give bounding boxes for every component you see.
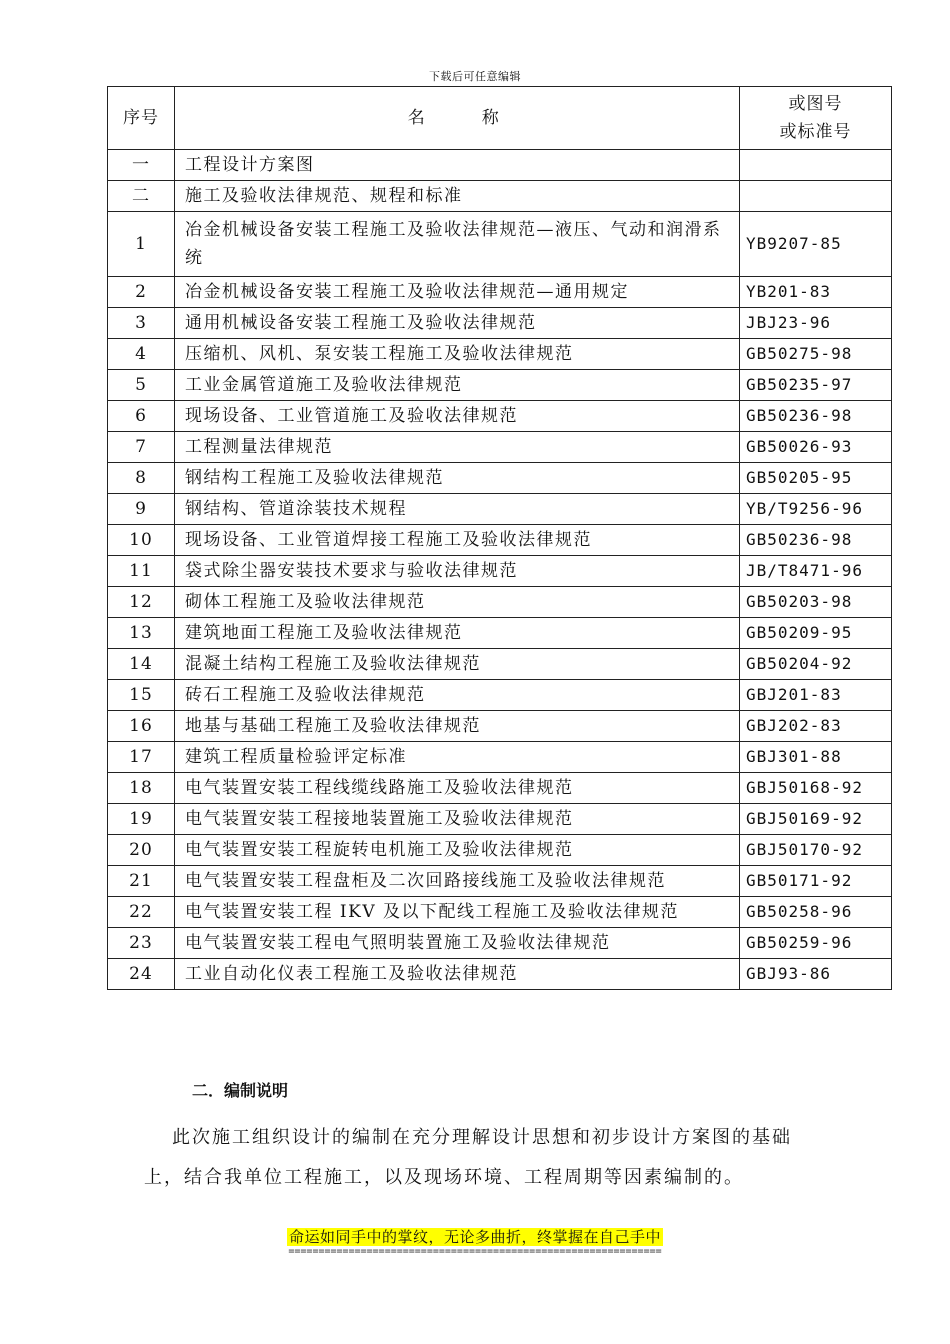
row-name: 冶金机械设备安装工程施工及验收法律规范—液压、气动和润滑系统 xyxy=(175,212,740,277)
table-row xyxy=(108,866,892,897)
row-code: GB50258-96 xyxy=(740,897,892,928)
row-name: 冶金机械设备安装工程施工及验收法律规范—通用规定 xyxy=(175,277,740,308)
row-name: 工业自动化仪表工程施工及验收法律规范 xyxy=(175,959,740,990)
row-name: 钢结构工程施工及验收法律规范 xyxy=(175,463,740,494)
row-serial-number: 12 xyxy=(108,587,175,618)
table-row xyxy=(108,150,892,181)
table-row xyxy=(108,277,892,308)
row-code xyxy=(740,150,892,181)
table-row xyxy=(108,181,892,212)
table-row xyxy=(108,525,892,556)
row-serial-number: 8 xyxy=(108,463,175,494)
row-name: 工程设计方案图 xyxy=(175,150,740,181)
row-serial-number: 3 xyxy=(108,308,175,339)
row-code: YB9207-85 xyxy=(740,212,892,277)
row-serial-number: 17 xyxy=(108,742,175,773)
header-code-line1: 或图号 xyxy=(788,94,843,114)
table-row xyxy=(108,212,892,277)
row-name: 压缩机、风机、泵安装工程施工及验收法律规范 xyxy=(175,339,740,370)
table-row xyxy=(108,432,892,463)
row-serial-number: 18 xyxy=(108,773,175,804)
table-row xyxy=(108,959,892,990)
row-serial-number: 23 xyxy=(108,928,175,959)
row-serial-number: 2 xyxy=(108,277,175,308)
row-code: GB50204-92 xyxy=(740,649,892,680)
row-code: GBJ301-88 xyxy=(740,742,892,773)
row-serial-number: 20 xyxy=(108,835,175,866)
row-name: 电气装置安装工程接地装置施工及验收法律规范 xyxy=(175,804,740,835)
row-code: YB201-83 xyxy=(740,277,892,308)
row-code: GB50205-95 xyxy=(740,463,892,494)
row-serial-number: 4 xyxy=(108,339,175,370)
row-serial-number: 16 xyxy=(108,711,175,742)
table-row xyxy=(108,742,892,773)
header-serial-number: 序号 xyxy=(108,87,175,150)
row-code: GB50026-93 xyxy=(740,432,892,463)
row-name: 袋式除尘器安装技术要求与验收法律规范 xyxy=(175,556,740,587)
row-name: 砌体工程施工及验收法律规范 xyxy=(175,587,740,618)
table-header-row xyxy=(108,87,892,150)
table-row xyxy=(108,339,892,370)
table-row xyxy=(108,928,892,959)
table-row xyxy=(108,370,892,401)
row-code xyxy=(740,181,892,212)
row-serial-number: 24 xyxy=(108,959,175,990)
row-code: GBJ50170-92 xyxy=(740,835,892,866)
header-name: 名 称 xyxy=(175,87,740,150)
table-row xyxy=(108,308,892,339)
row-code: GBJ202-83 xyxy=(740,711,892,742)
header-note: 下载后可任意编辑 xyxy=(429,70,521,83)
row-serial-number: 10 xyxy=(108,525,175,556)
row-name: 电气装置安装工程电气照明装置施工及验收法律规范 xyxy=(175,928,740,959)
row-name: 建筑地面工程施工及验收法律规范 xyxy=(175,618,740,649)
header-code xyxy=(740,87,892,150)
row-code: YB/T9256-96 xyxy=(740,494,892,525)
row-serial-number: 6 xyxy=(108,401,175,432)
table-row xyxy=(108,494,892,525)
row-serial-number: 7 xyxy=(108,432,175,463)
row-serial-number: 1 xyxy=(108,212,175,277)
row-name: 现场设备、工业管道施工及验收法律规范 xyxy=(175,401,740,432)
row-code: GB50209-95 xyxy=(740,618,892,649)
table-row xyxy=(108,897,892,928)
row-serial-number: 15 xyxy=(108,680,175,711)
row-code: JBJ23-96 xyxy=(740,308,892,339)
row-serial-number: 9 xyxy=(108,494,175,525)
row-name: 混凝土结构工程施工及验收法律规范 xyxy=(175,649,740,680)
row-name: 钢结构、管道涂装技术规程 xyxy=(175,494,740,525)
row-code: GBJ50169-92 xyxy=(740,804,892,835)
row-code: GB50171-92 xyxy=(740,866,892,897)
row-serial-number: 19 xyxy=(108,804,175,835)
row-code: GBJ93-86 xyxy=(740,959,892,990)
row-code: GB50236-98 xyxy=(740,401,892,432)
table-row xyxy=(108,587,892,618)
row-name: 电气装置安装工程盘柜及二次回路接线施工及验收法律规范 xyxy=(175,866,740,897)
table-row xyxy=(108,835,892,866)
row-name: 建筑工程质量检验评定标准 xyxy=(175,742,740,773)
table-row xyxy=(108,649,892,680)
section-title: 二．编制说明 xyxy=(192,1081,289,1100)
standards-table-body xyxy=(108,87,892,990)
row-name: 电气装置安装工程 IKV 及以下配线工程施工及验收法律规范 xyxy=(175,897,740,928)
row-code: GB50203-98 xyxy=(740,587,892,618)
footer-motto-text: 命运如同手中的掌纹，无论多曲折，终掌握在自己手中 xyxy=(288,1228,661,1246)
row-name: 工程测量法律规范 xyxy=(175,432,740,463)
row-name: 通用机械设备安装工程施工及验收法律规范 xyxy=(175,308,740,339)
standards-table xyxy=(107,86,892,990)
description-paragraph: 此次施工组织设计的编制在充分理解设计思想和初步设计方案图的基础 上，结合我单位工程施工，以及现场环境、工程周期等因素编制的。 xyxy=(144,1127,792,1188)
row-serial-number: 一 xyxy=(108,150,175,181)
row-name: 砖石工程施工及验收法律规范 xyxy=(175,680,740,711)
row-code: GB50259-96 xyxy=(740,928,892,959)
row-name: 地基与基础工程施工及验收法律规范 xyxy=(175,711,740,742)
row-serial-number: 二 xyxy=(108,181,175,212)
table-row xyxy=(108,773,892,804)
row-code: GBJ50168-92 xyxy=(740,773,892,804)
row-name: 电气装置安装工程线缆线路施工及验收法律规范 xyxy=(175,773,740,804)
table-row xyxy=(108,804,892,835)
table-row xyxy=(108,463,892,494)
row-code: JB/T8471-96 xyxy=(740,556,892,587)
row-serial-number: 13 xyxy=(108,618,175,649)
row-code: GB50275-98 xyxy=(740,339,892,370)
row-serial-number: 14 xyxy=(108,649,175,680)
table-row xyxy=(108,711,892,742)
header-code-line2: 或标准号 xyxy=(779,122,852,142)
row-serial-number: 5 xyxy=(108,370,175,401)
table-row xyxy=(108,618,892,649)
row-code: GB50236-98 xyxy=(740,525,892,556)
table-row xyxy=(108,556,892,587)
row-name: 工业金属管道施工及验收法律规范 xyxy=(175,370,740,401)
table-row xyxy=(108,401,892,432)
footer-motto xyxy=(0,1226,950,1247)
row-name: 现场设备、工业管道焊接工程施工及验收法律规范 xyxy=(175,525,740,556)
row-code: GBJ201-83 xyxy=(740,680,892,711)
table-row xyxy=(108,680,892,711)
row-name: 施工及验收法律规范、规程和标准 xyxy=(175,181,740,212)
row-code: GB50235-97 xyxy=(740,370,892,401)
row-name: 电气装置安装工程旋转电机施工及验收法律规范 xyxy=(175,835,740,866)
row-serial-number: 11 xyxy=(108,556,175,587)
footer-rule: ============================================================== xyxy=(288,1246,662,1257)
row-serial-number: 21 xyxy=(108,866,175,897)
row-serial-number: 22 xyxy=(108,897,175,928)
